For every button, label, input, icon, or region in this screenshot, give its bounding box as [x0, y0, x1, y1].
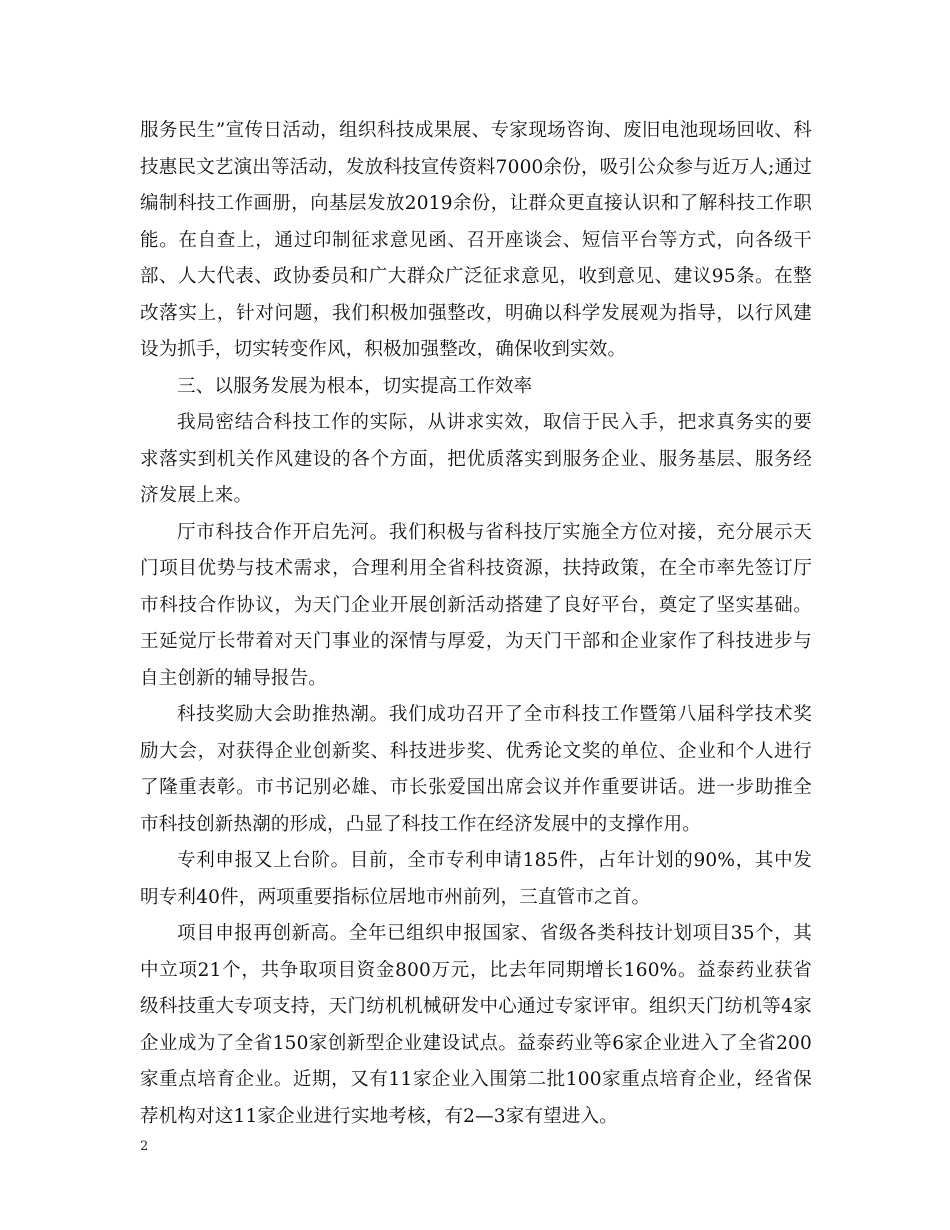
document-body: [140, 113, 812, 1135]
paragraph-projects: 项目申报再创新高。全年已组织申报国家、省级各类科技计划项目35个，其中立项21个，共争取项目资金800万元，比去年同期增长160%。益泰药业获省级科技重大专项支持，天门纺机机械研发中心通过专家评审。组织天门纺机等4家企业成为了全省150家创新型企业建设试点。益泰药业等6家企业进入了全省200家重点培育企业。近期，又有11家企业入围第二批100家重点培育企业，经省保荐机构对这11家企业进行实地考核，有2—3家有望进入。: [140, 923, 812, 1127]
paragraph-patents: 专利申报又上台阶。目前，全市专利申请185件，占年计划的90%，其中发明专利40件，两项重要指标位居地市州前列，三直管市之首。: [140, 850, 812, 908]
section-heading: 三、以服务发展为根本，切实提高工作效率: [177, 375, 533, 397]
paragraph-continued: 服务民生”宣传日活动，组织科技成果展、专家现场咨询、废旧电池现场回收、科技惠民文艺演出等活动，发放科技宣传资料7000余份，吸引公众参与近万人;通过编制科技工作画册，向基层发放2019余份，让群众更直接认识和了解科技工作职能。在自查上，通过印制征求意见函、召开座谈会、短信平台等方式，向各级干部、人大代表、政协委员和广大群众广泛征求意见，收到意见、建议95条。在整改落实上，针对问题，我们积极加强整改，明确以科学发展观为指导，以行风建设为抓手，切实转变作风，积极加强整改，确保收到实效。: [140, 120, 812, 360]
paragraph-intro: 我局密结合科技工作的实际，从讲求实效，取信于民入手，把求真务实的要求落实到机关作风建设的各个方面，把优质落实到服务企业、服务基层、服务经济发展上来。: [140, 412, 812, 506]
paragraph-awards: 科技奖励大会助推热潮。我们成功召开了全市科技工作暨第八届科学技术奖励大会，对获得企业创新奖、科技进步奖、优秀论文奖的单位、企业和个人进行了隆重表彰。市书记别必雄、市长张爱国出席会议并作重要讲话。进一步助推全市科技创新热潮的形成，凸显了科技工作在经济发展中的支撑作用。: [140, 704, 812, 835]
paragraph-cooperation: 厅市科技合作开启先河。我们积极与省科技厅实施全方位对接，充分展示天门项目优势与技术需求，合理利用全省科技资源，扶持政策，在全市率先签订厅市科技合作协议，为天门企业开展创新活动搭建了良好平台，奠定了坚实基础。王延觉厅长带着对天门事业的深情与厚爱，为天门干部和企业家作了科技进步与自主创新的辅导报告。: [140, 521, 812, 689]
page-number: 2: [140, 1139, 149, 1154]
